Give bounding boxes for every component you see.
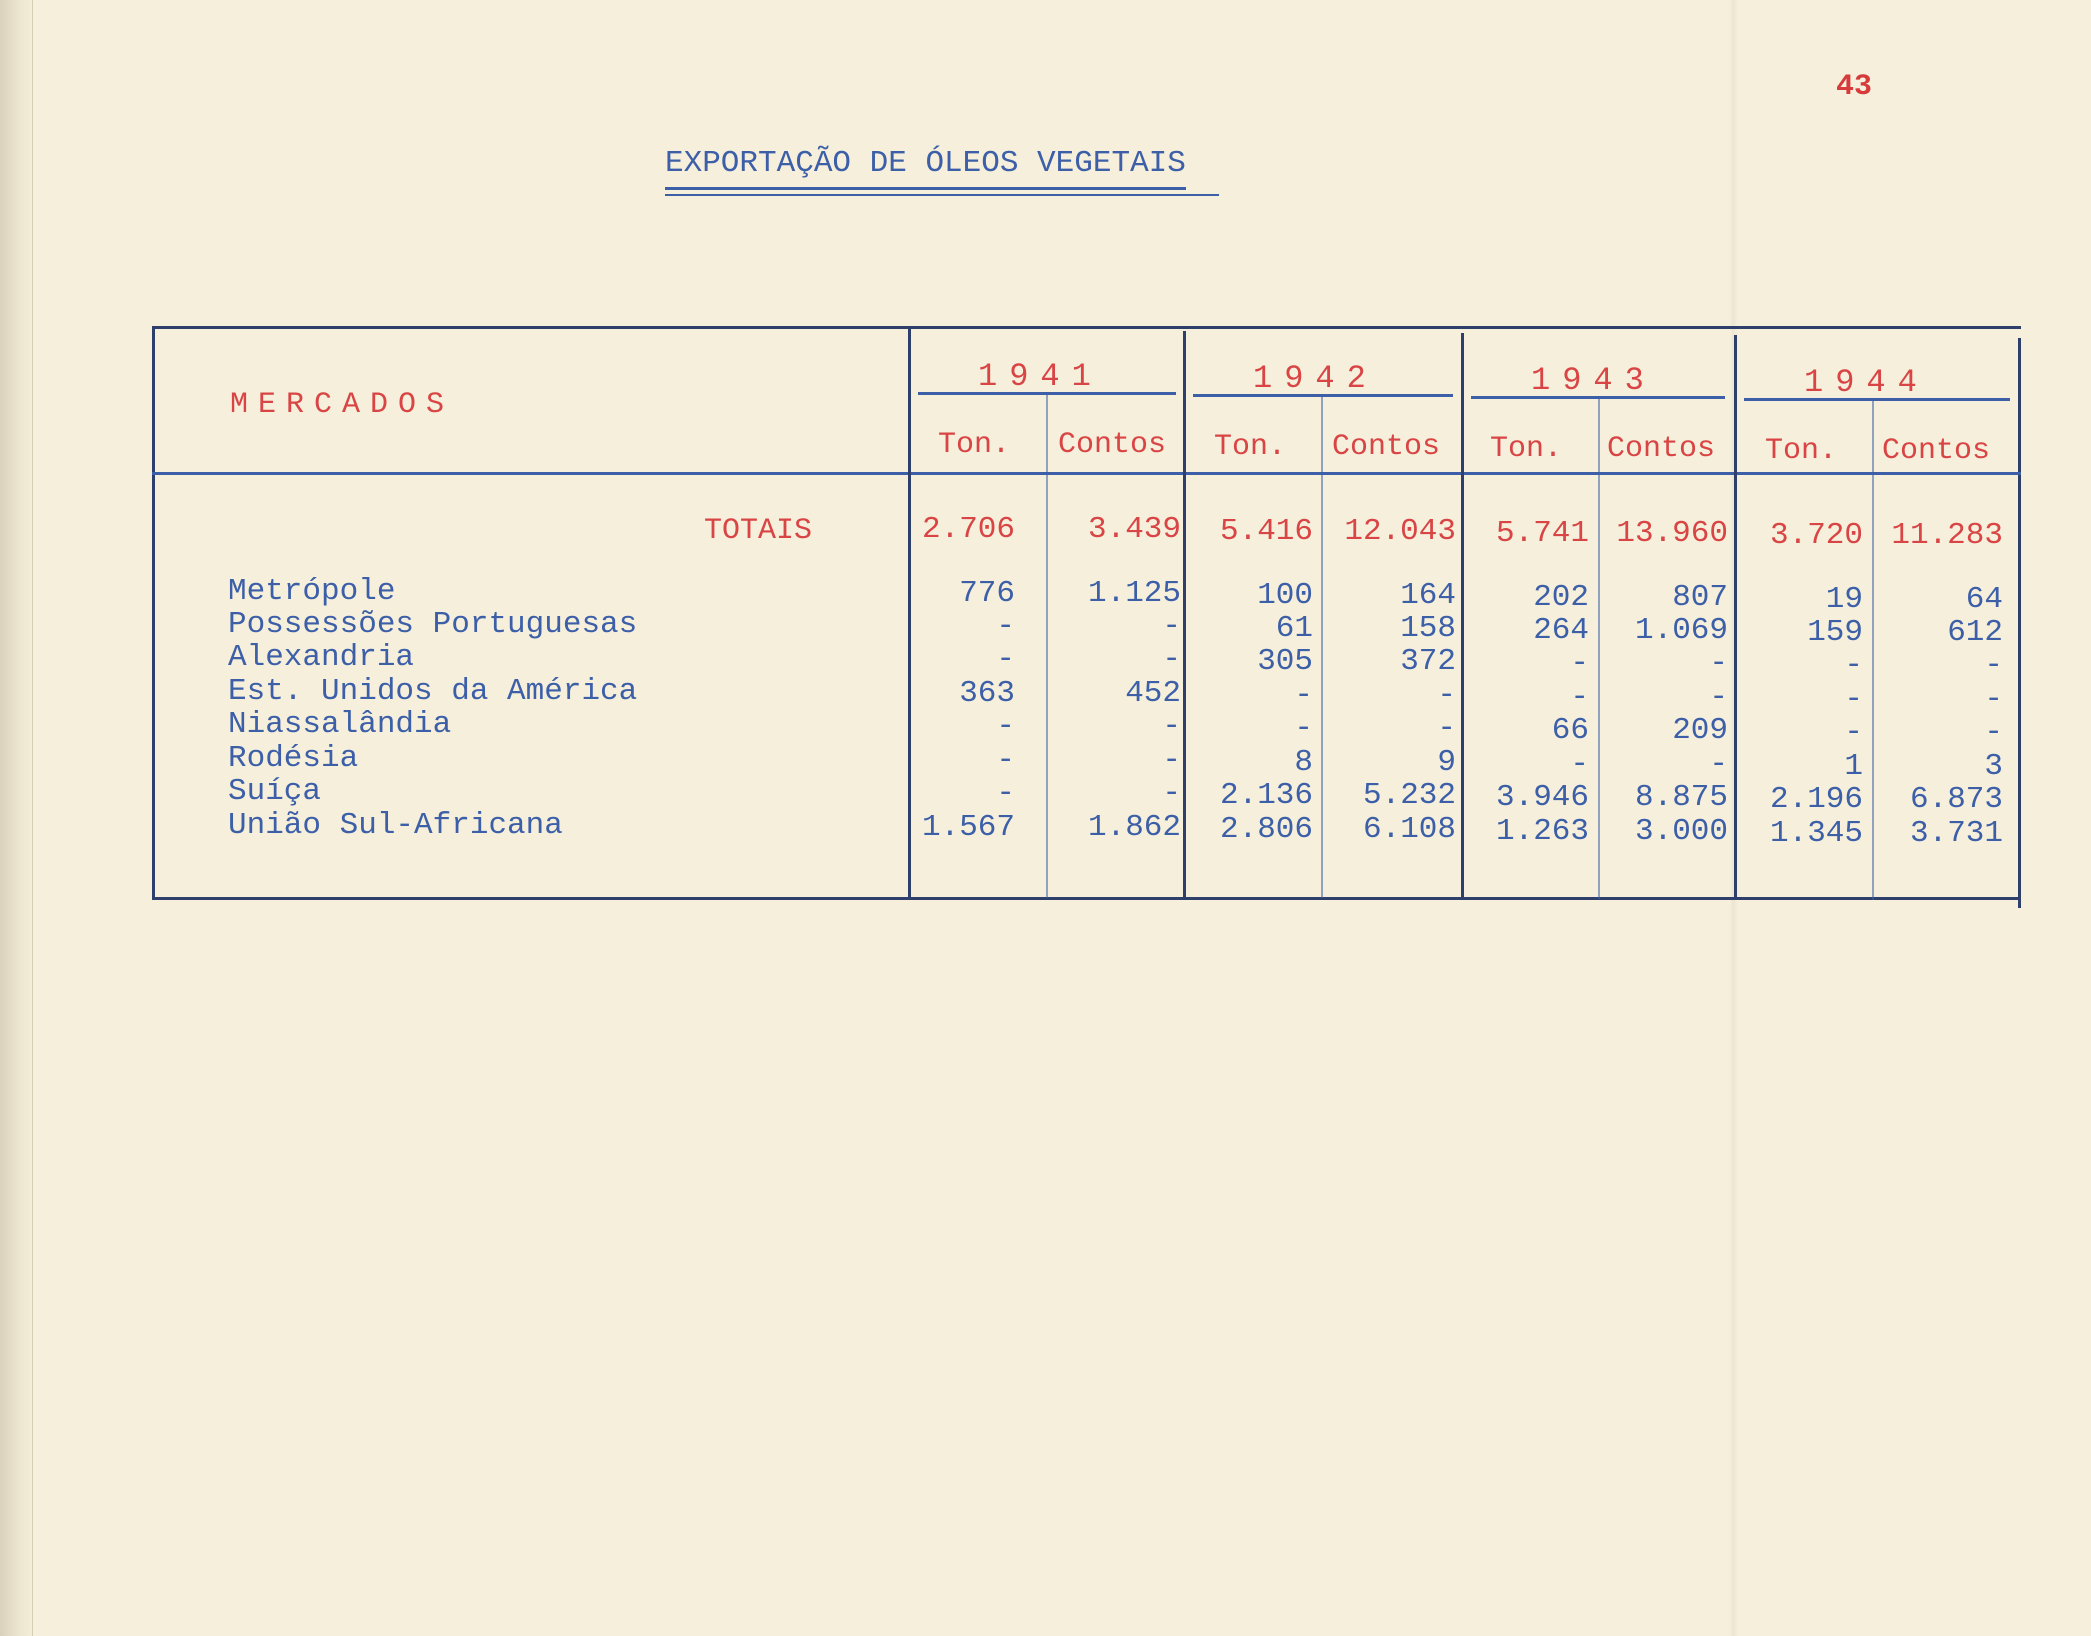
table-cell: 209 (1672, 713, 1728, 748)
year-header-1942: 1942 (1253, 360, 1378, 397)
table-cell: - (996, 642, 1015, 677)
table-cell: 776 (959, 576, 1015, 611)
market-name: União Sul-Africana (228, 808, 563, 843)
table-cell: 202 (1533, 580, 1589, 615)
markets-header: MERCADOS (230, 388, 455, 422)
table-cell: - (1437, 678, 1456, 713)
page-number: 43 (1836, 70, 1873, 104)
market-name: Possessões Portuguesas (228, 607, 638, 642)
totals-label: TOTAIS (704, 514, 813, 548)
market-name: Metrópole (228, 574, 396, 609)
table-cell: 6.873 (1909, 782, 2003, 817)
table-cell: 1.567 (921, 810, 1015, 845)
table-cell: - (1844, 682, 1863, 717)
table-cell: 3 (1984, 749, 2003, 784)
column-divider (1598, 398, 1600, 899)
subheader-ton: Ton. (1490, 432, 1563, 466)
table-cell: 807 (1672, 580, 1728, 615)
table-cell: - (1984, 648, 2003, 683)
table-cell: 3.000 (1634, 814, 1728, 849)
year-divider (1461, 333, 1464, 899)
subheader-ton: Ton. (938, 428, 1011, 462)
table-cell: 100 (1257, 578, 1313, 613)
totals-cell: 2.706 (921, 512, 1015, 547)
header-separator (152, 472, 2021, 475)
table-cell: 3.731 (1909, 816, 2003, 851)
table-cell: - (1709, 680, 1728, 715)
table-cell: - (1844, 715, 1863, 750)
table-cell: 8.875 (1634, 780, 1728, 815)
table-cell: 3.946 (1495, 780, 1589, 815)
year-divider (1183, 331, 1186, 899)
year-header-1941: 1941 (978, 358, 1103, 395)
totals-cell: 12.043 (1344, 514, 1456, 549)
market-name: Niassalândia (228, 707, 452, 742)
table-cell: 6.108 (1362, 812, 1456, 847)
table-cell: 2.806 (1219, 812, 1313, 847)
market-name: Alexandria (228, 640, 415, 675)
subheader-contos: Contos (1058, 428, 1167, 462)
year-divider (1734, 335, 1737, 900)
column-divider (1321, 396, 1323, 898)
subheader-ton: Ton. (1765, 434, 1838, 468)
table-cell: - (1570, 747, 1589, 782)
table-border-top (155, 326, 2021, 329)
table-cell: 363 (959, 676, 1015, 711)
market-name: Suíça (228, 774, 322, 809)
subheader-contos: Contos (1607, 432, 1716, 466)
totals-cell: 11.283 (1891, 518, 2003, 553)
table-cell: 66 (1551, 713, 1589, 748)
totals-cell: 3.720 (1769, 518, 1863, 553)
table-cell: - (1437, 711, 1456, 746)
table-cell: - (1570, 646, 1589, 681)
table-border-right (2018, 338, 2021, 908)
table-cell: - (1984, 715, 2003, 750)
exports-table (152, 326, 2022, 906)
subheader-contos: Contos (1882, 434, 1991, 468)
column-divider (1046, 394, 1048, 898)
table-cell: - (1162, 709, 1181, 744)
title-double-underline (665, 194, 1219, 196)
page-binding-edge (0, 0, 33, 1636)
totals-cell: 5.416 (1219, 514, 1313, 549)
totals-cell: 3.439 (1087, 512, 1181, 547)
table-cell: 305 (1257, 644, 1313, 679)
table-cell: 1.125 (1087, 576, 1181, 611)
subheader-contos: Contos (1332, 430, 1441, 464)
table-cell: - (1162, 609, 1181, 644)
table-cell: 158 (1400, 611, 1456, 646)
table-cell: 2.136 (1219, 778, 1313, 813)
totals-cell: 13.960 (1616, 516, 1728, 551)
table-cell: 164 (1400, 578, 1456, 613)
table-cell: 19 (1825, 582, 1863, 617)
table-cell: - (1709, 646, 1728, 681)
table-cell: - (1294, 678, 1313, 713)
table-cell: 1.862 (1087, 810, 1181, 845)
table-cell: - (1709, 747, 1728, 782)
table-cell: - (996, 776, 1015, 811)
table-cell: - (1984, 682, 2003, 717)
table-cell: - (1162, 776, 1181, 811)
table-cell: 1.069 (1634, 613, 1728, 648)
table-cell: - (1570, 680, 1589, 715)
table-cell: 1 (1844, 749, 1863, 784)
table-cell: 8 (1294, 745, 1313, 780)
table-cell: 452 (1125, 676, 1181, 711)
table-cell: - (1162, 743, 1181, 778)
table-cell: 1.345 (1769, 816, 1863, 851)
table-cell: - (1162, 642, 1181, 677)
year-header-1943: 1943 (1531, 362, 1656, 399)
table-cell: 159 (1807, 615, 1863, 650)
table-cell: 64 (1965, 582, 2003, 617)
table-cell: 5.232 (1362, 778, 1456, 813)
table-cell: - (996, 743, 1015, 778)
column-divider (1872, 400, 1874, 900)
table-cell: 372 (1400, 644, 1456, 679)
table-cell: 61 (1275, 611, 1313, 646)
table-cell: 2.196 (1769, 782, 1863, 817)
market-name: Rodésia (228, 741, 359, 776)
table-cell: 612 (1947, 615, 2003, 650)
year-header-1944: 1944 (1804, 364, 1929, 401)
table-cell: 264 (1533, 613, 1589, 648)
table-border-bottom (152, 897, 2021, 900)
table-cell: - (996, 709, 1015, 744)
table-cell: - (996, 609, 1015, 644)
year-divider (908, 328, 911, 898)
table-cell: 1.263 (1495, 814, 1589, 849)
totals-cell: 5.741 (1495, 516, 1589, 551)
document-title: EXPORTAÇÃO DE ÓLEOS VEGETAIS (665, 146, 1186, 190)
table-cell: - (1844, 648, 1863, 683)
table-cell: - (1294, 711, 1313, 746)
market-name: Est. Unidos da América (228, 674, 638, 709)
table-cell: 9 (1437, 745, 1456, 780)
table-border-left (152, 326, 155, 900)
subheader-ton: Ton. (1214, 430, 1287, 464)
